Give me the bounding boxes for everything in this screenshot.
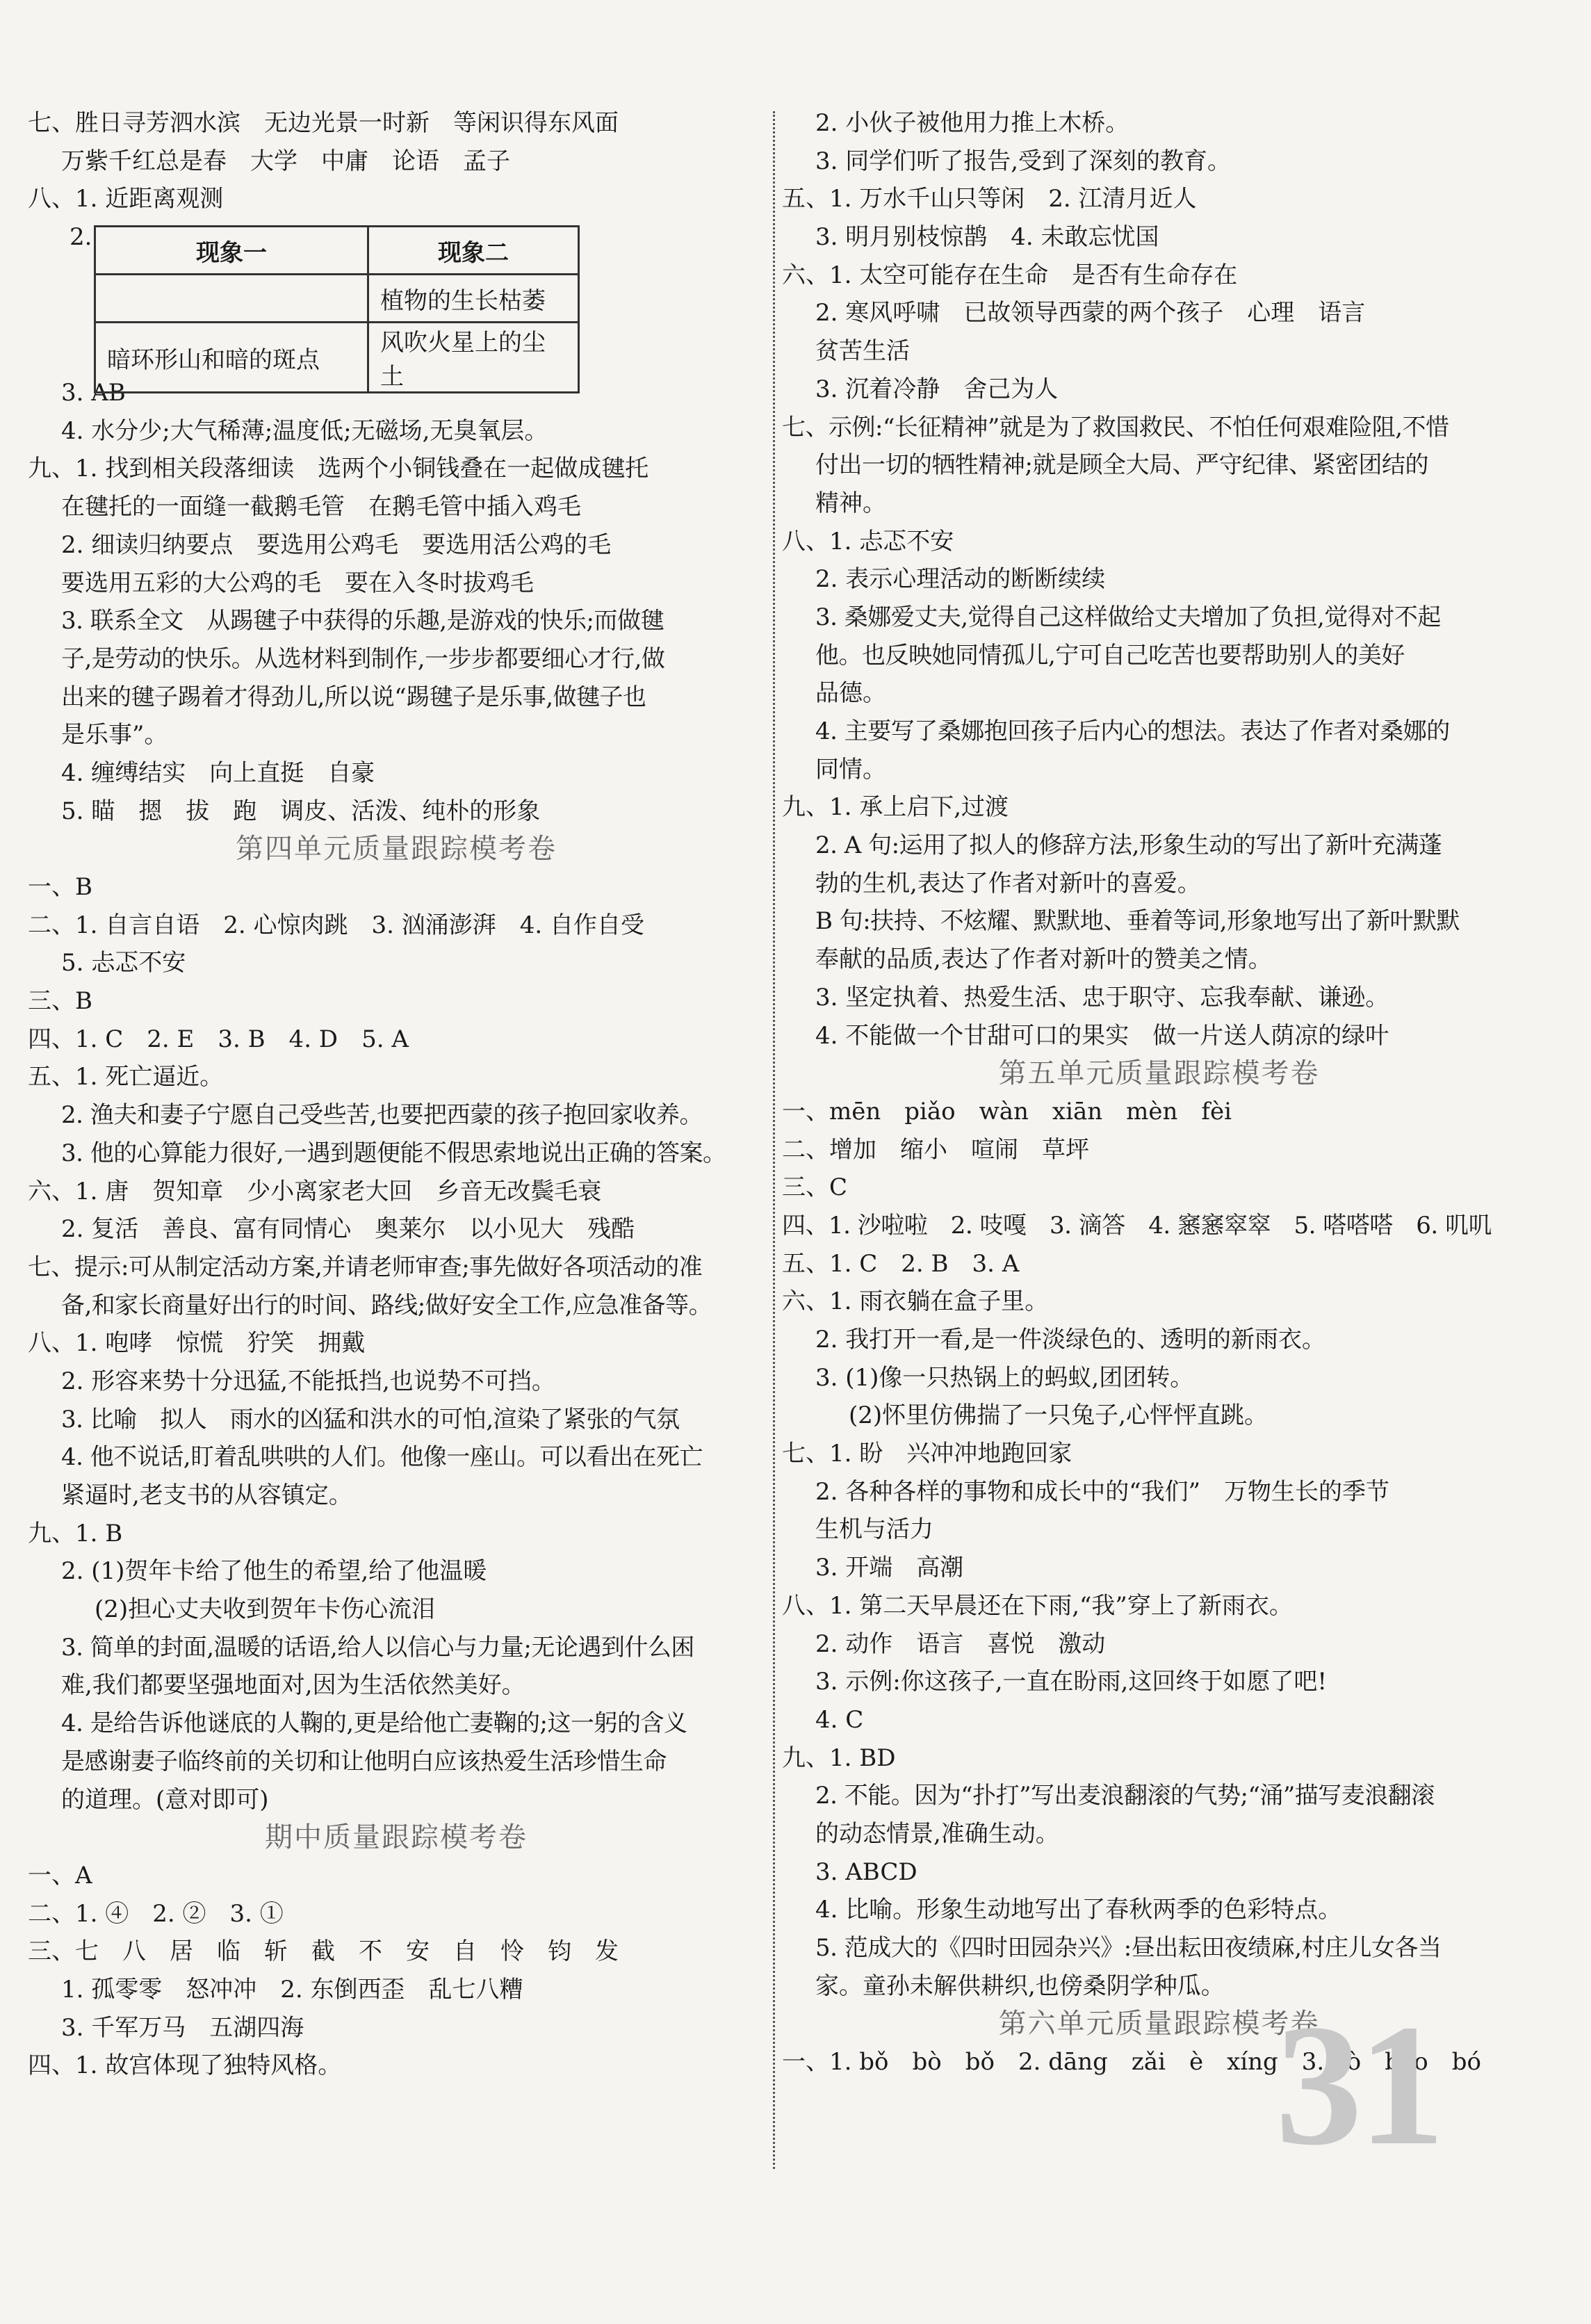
table-cell: 暗环形山和暗的斑点	[95, 323, 368, 393]
answer-line: 七、胜日寻芳泗水滨 无边光景一时新 等闲识得东风面	[28, 109, 619, 137]
answer-line: 精神。	[815, 489, 886, 517]
answer-line: 五、1. 死亡逼近。	[28, 1063, 224, 1091]
table-header-cell: 现象二	[368, 227, 579, 275]
left-column	[28, 104, 765, 2085]
table-cell: 植物的生长枯萎	[368, 275, 579, 323]
answer-line: 生机与活力	[815, 1516, 933, 1544]
answer-line: 二、增加 缩小 喧闹 草坪	[782, 1135, 1089, 1164]
table-row	[95, 275, 579, 323]
answer-line: 3. ABCD	[815, 1858, 917, 1886]
answer-line: 1. 孤零零 怒冲冲 2. 东倒西歪 乱七八糟	[61, 1975, 523, 2004]
table-cell	[95, 275, 368, 323]
answer-line: 二、1. ④ 2. ② 3. ①	[28, 1899, 284, 1928]
table-item-number: 2.	[70, 223, 92, 252]
answer-line: 3. 桑娜爱丈夫,觉得自己这样做给丈夫增加了负担,觉得对不起	[815, 603, 1441, 631]
answer-line: 5. 瞄 摁 拔 跑 调皮、活泼、纯朴的形象	[61, 797, 541, 825]
answer-line: 奉献的品质,表达了作者对新叶的赞美之情。	[815, 945, 1272, 974]
answer-line: 五、1. 万水千山只等闲 2. 江清月近人	[782, 185, 1197, 213]
answer-line: 2. (1)贺年卡给了他生的希望,给了他温暖	[61, 1557, 487, 1586]
answer-line: 二、1. 自言自语 2. 心惊肉跳 3. 汹涌澎湃 4. 自作自受	[28, 911, 644, 939]
answer-line: 紧逼时,老支书的从容镇定。	[61, 1481, 352, 1509]
answer-line: 4. C	[815, 1705, 864, 1734]
answer-line: (2)担心丈夫收到贺年卡伤心流泪	[95, 1595, 436, 1624]
answer-line: (2)怀里仿佛揣了一只兔子,心怦怦直跳。	[849, 1401, 1268, 1430]
answer-line: 3. (1)像一只热锅上的蚂蚁,团团转。	[815, 1363, 1194, 1392]
answer-line: 4. 比喻。形象生动地写出了春秋两季的色彩特点。	[815, 1896, 1342, 1924]
answer-line: 八、1. 第二天早晨还在下雨,“我”穿上了新雨衣。	[782, 1591, 1293, 1620]
answer-line: 3. 沉着冷静 舍己为人	[815, 375, 1059, 403]
answer-line: 2. 我打开一看,是一件淡绿色的、透明的新雨衣。	[815, 1326, 1326, 1354]
table-cell: 风吹火星上的尘土	[368, 323, 579, 393]
answer-line: 三、七 八 居 临 斩 截 不 安 自 怜 钧 发	[28, 1937, 619, 1966]
answer-line: 九、1. B	[28, 1519, 123, 1547]
answer-line: 九、1. BD	[782, 1744, 896, 1772]
answer-line: 四、1. C 2. E 3. B 4. D 5. A	[28, 1025, 409, 1053]
answer-line: 难,我们都要坚强地面对,因为生活依然美好。	[61, 1671, 525, 1700]
section-heading: 第六单元质量跟踪模考卷	[998, 2008, 1320, 2040]
answer-line: 一、A	[28, 1861, 92, 1890]
answer-line: 是感谢妻子临终前的关切和让他明白应该热爱生活珍惜生命	[61, 1747, 667, 1775]
answer-line: 3. 千军万马 五湖四海	[61, 2013, 304, 2042]
page-number: 31	[1275, 1989, 1441, 2181]
right-column	[782, 104, 1536, 2081]
answer-line: 他。也反映她同情孤儿,宁可自己吃苦也要帮助别人的美好	[815, 641, 1405, 669]
answer-line: 的动态情景,准确生动。	[815, 1819, 1059, 1848]
answer-line: 六、1. 雨衣躺在盒子里。	[782, 1287, 1049, 1316]
answer-line: 七、1. 盼 兴冲冲地跑回家	[782, 1440, 1072, 1468]
answer-line: 2. 各种各样的事物和成长中的“我们” 万物生长的季节	[815, 1477, 1390, 1506]
answer-line: 4. 不能做一个甘甜可口的果实 做一片送人荫凉的绿叶	[815, 1021, 1389, 1050]
column-divider	[773, 111, 775, 2169]
answer-line: 3. AB	[61, 379, 126, 407]
answer-line: 一、mēn piǎo wàn xiān mèn fèi	[782, 1097, 1232, 1126]
answer-line: 三、C	[782, 1173, 848, 1202]
section-heading: 第五单元质量跟踪模考卷	[998, 1057, 1320, 1090]
answer-line: 3. 同学们听了报告,受到了深刻的教育。	[815, 147, 1232, 175]
answer-line: 八、1. 近距离观测	[28, 185, 224, 213]
answer-line: 4. 他不说话,盯着乱哄哄的人们。他像一座山。可以看出在死亡	[61, 1443, 703, 1472]
table-header-cell: 现象一	[95, 227, 368, 275]
answer-line: 四、1. 沙啦啦 2. 吱嘎 3. 滴答 4. 窸窸窣窣 5. 嗒嗒嗒 6. 叽叽	[782, 1211, 1492, 1240]
answer-line: 2. 形容来势十分迅猛,不能抵挡,也说势不可挡。	[61, 1367, 555, 1395]
answer-line: 2. 小伙子被他用力推上木桥。	[815, 109, 1129, 137]
section-heading: 第四单元质量跟踪模考卷	[236, 833, 557, 866]
answer-line: 在毽托的一面缝一截鹅毛管 在鹅毛管中插入鸡毛	[61, 493, 581, 521]
answer-line: 2. 细读归纳要点 要选用公鸡毛 要选用活公鸡的毛	[61, 530, 612, 559]
answer-line: 3. 比喻 拟人 雨水的凶猛和洪水的可怕,渲染了紧张的气氛	[61, 1405, 680, 1433]
answer-line: 2. A 句:运用了拟人的修辞方法,形象生动的写出了新叶充满蓬	[815, 831, 1442, 860]
answer-line: 一、B	[28, 873, 92, 901]
answer-line: 九、1. 找到相关段落细读 选两个小铜钱叠在一起做成毽托	[28, 455, 649, 483]
answer-line: 备,和家长商量好出行的时间、路线;做好安全工作,应急准备等。	[61, 1291, 712, 1319]
answer-line: 要选用五彩的大公鸡的毛 要在入冬时拔鸡毛	[61, 569, 534, 597]
answer-line: 4. 缠缚结实 向上直挺 自豪	[61, 758, 375, 787]
answer-line: 2. 表示心理活动的断断续续	[815, 565, 1106, 594]
answer-line: 4. 是给告诉他谜底的人鞠的,更是给他亡妻鞠的;这一躬的含义	[61, 1709, 687, 1738]
answer-line: 3. 坚定执着、热爱生活、忠于职守、忘我奉献、谦逊。	[815, 983, 1389, 1011]
answer-line: 三、B	[28, 987, 92, 1016]
answer-line: 品德。	[815, 679, 886, 708]
answer-line: 2. 寒风呼啸 已故领导西蒙的两个孩子 心理 语言	[815, 299, 1366, 327]
answer-line: 3. 他的心算能力很好,一遇到题便能不假思索地说出正确的答案。	[61, 1139, 726, 1167]
answer-line: 的道理。(意对即可)	[61, 1785, 269, 1814]
answer-line: B 句:扶持、不炫耀、默默地、垂着等词,形象地写出了新叶默默	[815, 907, 1460, 936]
section-heading: 期中质量跟踪模考卷	[265, 1821, 528, 1854]
answer-line: 4. 主要写了桑娜抱回孩子后内心的想法。表达了作者对桑娜的	[815, 717, 1450, 745]
answer-line: 付出一切的牺牲精神;就是顾全大局、严守纪律、紧密团结的	[815, 451, 1428, 480]
answer-line: 5. 范成大的《四时田园杂兴》:昼出耘田夜绩麻,村庄儿女各当	[815, 1934, 1442, 1962]
answer-line: 家。童孙未解供耕织,也傍桑阴学种瓜。	[815, 1972, 1225, 2000]
table-row	[95, 323, 579, 393]
answer-line: 八、1. 忐忑不安	[782, 527, 954, 555]
answer-line: 出来的毽子踢着才得劲儿,所以说“踢毽子是乐事,做毽子也	[61, 683, 646, 711]
answer-line: 3. 开端 高潮	[815, 1554, 964, 1582]
observation-table-block	[28, 218, 765, 391]
answer-line: 六、1. 太空可能存在生命 是否有生命存在	[782, 261, 1238, 289]
answer-line: 2. 不能。因为“扑打”写出麦浪翻滚的气势;“涌”描写麦浪翻滚	[815, 1782, 1435, 1810]
answer-line: 九、1. 承上启下,过渡	[782, 793, 1009, 822]
answer-line: 一、1. bǒ bò bǒ 2. dāng zǎi è xíng 3. bò báo bó	[782, 2048, 1482, 2077]
answer-line: 勃的生机,表达了作者对新叶的喜爱。	[815, 869, 1201, 897]
answer-line: 5. 忐忑不安	[61, 949, 186, 977]
answer-line: 同情。	[815, 755, 886, 783]
answer-line: 2. 动作 语言 喜悦 激动	[815, 1630, 1106, 1658]
answer-line: 六、1. 唐 贺知章 少小离家老大回 乡音无改鬓毛衰	[28, 1177, 602, 1205]
answer-line: 子,是劳动的快乐。从选材料到制作,一步步都要细心才行,做	[61, 644, 665, 673]
answer-line: 3. 明月别枝惊鹊 4. 未敢忘忧国	[815, 223, 1159, 252]
answer-line: 七、示例:“长征精神”就是为了救国救民、不怕任何艰难险阻,不惜	[782, 413, 1449, 441]
answer-line: 万紫千红总是春 大学 中庸 论语 孟子	[61, 147, 510, 175]
answer-line: 2. 复活 善良、富有同情心 奥莱尔 以小见大 残酷	[61, 1215, 635, 1244]
answer-line: 八、1. 咆哮 惊慌 狞笑 拥戴	[28, 1329, 366, 1358]
answer-line: 七、提示:可从制定活动方案,并请老师审查;事先做好各项活动的准	[28, 1253, 703, 1281]
answer-line: 3. 联系全文 从踢毽子中获得的乐趣,是游戏的快乐;而做毽	[61, 607, 664, 635]
answer-line: 是乐事”。	[61, 721, 168, 749]
answer-line: 五、1. C 2. B 3. A	[782, 1249, 1020, 1278]
answer-line: 贫苦生活	[815, 337, 910, 366]
observation-table	[94, 225, 580, 393]
answer-line: 四、1. 故宫体现了独特风格。	[28, 2051, 342, 2080]
answer-line: 3. 示例:你这孩子,一直在盼雨,这回终于如愿了吧!	[815, 1668, 1327, 1696]
answer-line: 2. 渔夫和妻子宁愿自己受些苦,也要把西蒙的孩子抱回家收养。	[61, 1101, 703, 1130]
answer-line: 4. 水分少;大气稀薄;温度低;无磁场,无臭氧层。	[61, 416, 548, 445]
answer-line: 3. 简单的封面,温暖的话语,给人以信心与力量;无论遇到什么困	[61, 1633, 694, 1661]
